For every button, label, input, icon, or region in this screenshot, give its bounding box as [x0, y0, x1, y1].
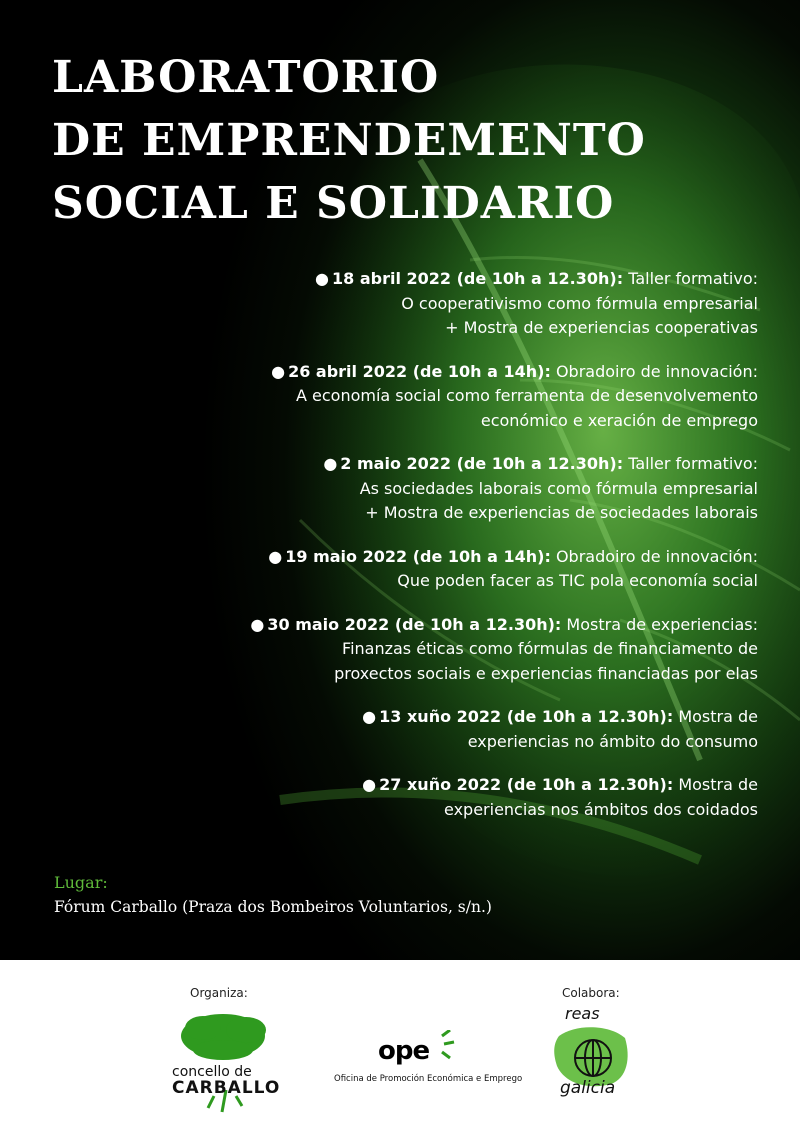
event-text: A economía social como ferramenta de desenvolvemento [295, 386, 758, 405]
event-text: económico e xeración de emprego [480, 410, 758, 430]
title-line: LABORATORIO [52, 52, 440, 103]
title-line: SOCIAL E SOLIDARIO [52, 178, 615, 229]
carballo-tree-icon [168, 1008, 281, 1118]
event-item [198, 773, 758, 822]
title-line: DE EMPRENDEMENTO [52, 115, 646, 166]
event-item [198, 360, 758, 434]
ope-subtitle: Oficina de Promoción Económica e Emprego [334, 1074, 523, 1084]
event-date: 26 abril 2022 (de 10h a 14h): [288, 361, 551, 381]
event-text: Taller formativo: [628, 269, 758, 288]
lugar-value: Fórum Carballo (Praza dos Bombeiros Voluntarios, s/n.) [54, 898, 492, 916]
ope-name: ope [378, 1036, 430, 1066]
event-text: + Mostra de experiencias de sociedades laborais [365, 503, 758, 522]
poster-title [52, 46, 646, 235]
event-date: 13 xuño 2022 (de 10h a 12.30h): [379, 707, 674, 726]
event-text: Finanzas éticas como fórmulas de financiamento de [342, 639, 758, 658]
carballo-line1: concello de [172, 1064, 252, 1080]
event-item [198, 613, 758, 687]
event-text: Mostra de [678, 707, 758, 726]
event-date: 30 maio 2022 (de 10h a 12.30h): [267, 614, 562, 634]
carballo-line2: CARBALLO [172, 1078, 281, 1098]
event-text: As sociedades laborais como fórmula empresarial [359, 478, 758, 498]
bullet-icon: ● [250, 614, 265, 634]
event-text: O cooperativismo como fórmula empresarial [401, 293, 758, 313]
event-text: Obradoiro de innovación: [555, 361, 758, 381]
bullet-icon: ● [271, 361, 286, 381]
colabora-label: Colabora: [562, 986, 620, 1000]
bullet-icon: ● [268, 546, 283, 566]
events-list [198, 267, 758, 841]
event-date: 19 maio 2022 (de 10h a 14h): [285, 546, 551, 566]
event-item [198, 452, 758, 526]
event-item [198, 545, 758, 594]
event-text: proxectos sociais e experiencias financiadas por elas [334, 663, 758, 683]
reas-bottom: galicia [560, 1078, 616, 1098]
bullet-icon: ● [315, 269, 329, 288]
event-date: 18 abril 2022 (de 10h a 12.30h): [331, 269, 624, 288]
event-date: 27 xuño 2022 (de 10h a 12.30h): [379, 775, 674, 794]
bullet-icon: ● [323, 454, 338, 473]
event-text: Obradoiro de innovación: [555, 546, 758, 566]
event-text: Mostra de experiencias: [566, 614, 758, 634]
organiza-label: Organiza: [190, 986, 248, 1000]
event-date: 2 maio 2022 (de 10h a 12.30h): [340, 454, 624, 473]
event-text: Mostra de [678, 775, 758, 794]
footer-logos [0, 960, 800, 1131]
event-text: experiencias nos ámbitos dos coidados [444, 799, 758, 819]
event-text: Que poden facer as TIC pola economía social [397, 571, 758, 590]
event-text: experiencias no ámbito do consumo [467, 731, 758, 751]
event-item [198, 267, 758, 341]
event-text: + Mostra de experiencias cooperativas [445, 318, 758, 337]
bullet-icon: ● [362, 775, 377, 794]
lugar-label: Lugar: [54, 873, 108, 892]
reas-top: reas [565, 1004, 600, 1023]
event-item [198, 705, 758, 754]
bullet-icon: ● [362, 707, 377, 726]
event-text: Taller formativo: [628, 454, 758, 473]
